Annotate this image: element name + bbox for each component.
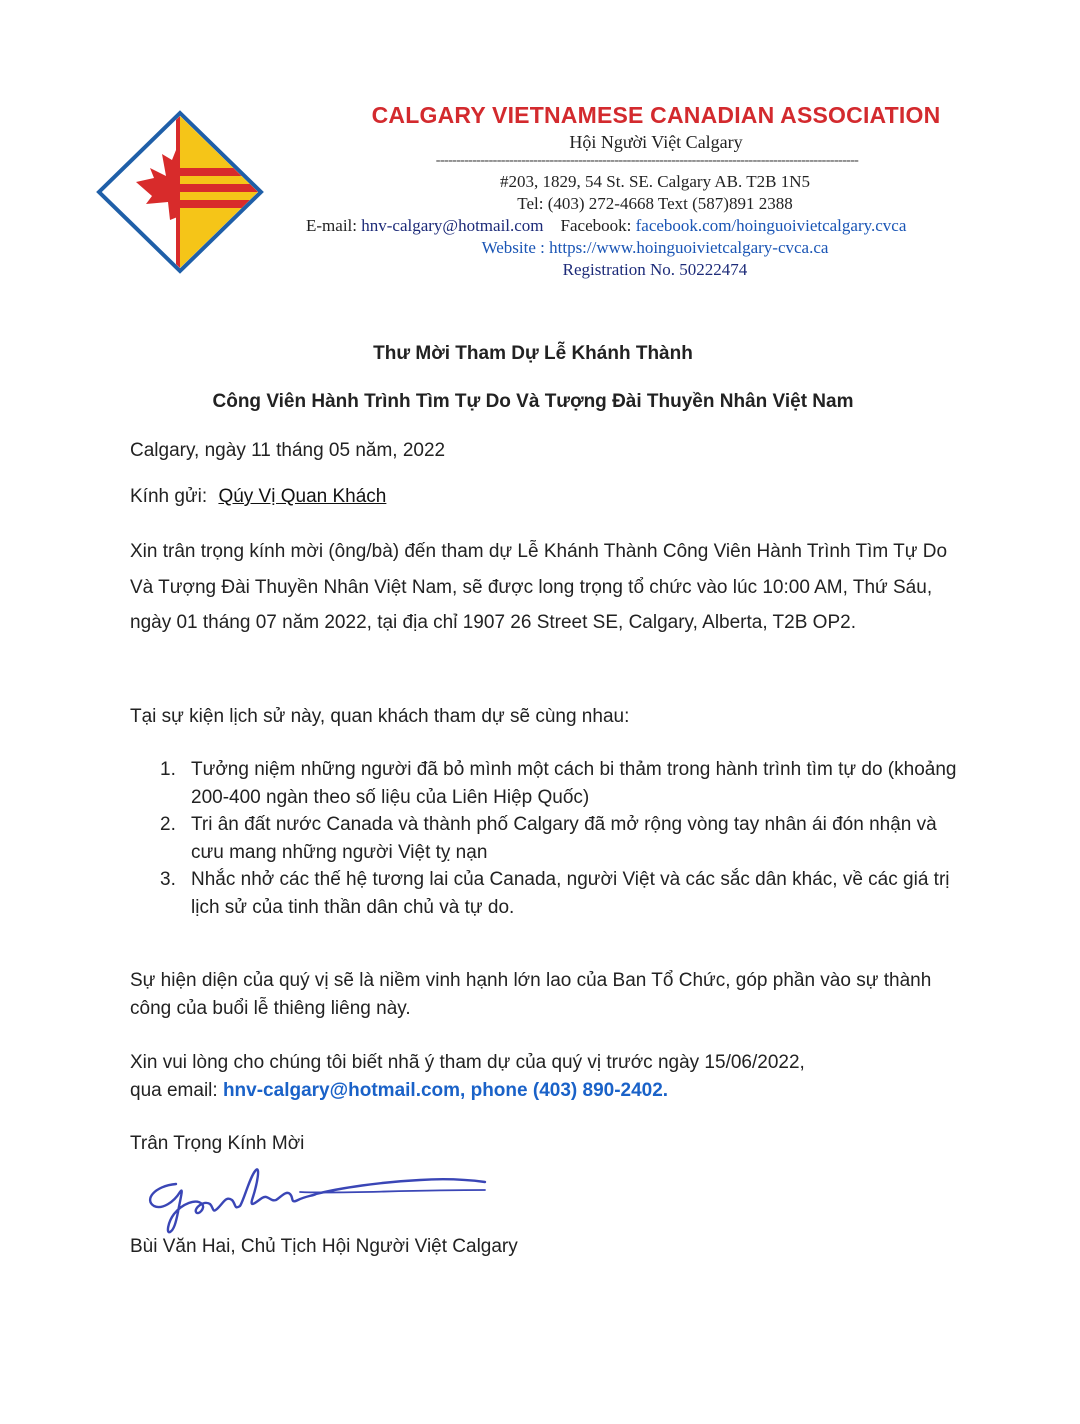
list-item [160,866,960,921]
letterhead [300,102,990,281]
telephone: Tel: (403) 272-4668 Text (587)891 2388 [517,194,793,213]
list-item [160,811,960,866]
salutation [130,486,386,508]
association-logo-icon [96,110,264,274]
salutation-label: Kính gửi: [130,486,208,507]
list-number: 2. [160,814,176,835]
rsvp-paragraph [130,1049,960,1105]
email-link[interactable]: hnv-calgary@hotmail.com [361,216,544,235]
website-link[interactable]: Website : https://www.hoinguoivietcalgary-cvca.ca [481,238,829,257]
salutation-name: Qúy Vị Quan Khách [218,486,387,507]
rsvp-contact-link[interactable]: hnv-calgary@hotmail.com, phone (403) 890-2402. [222,1080,669,1101]
registration-number: Registration No. 50222474 [562,260,748,279]
facebook-label: Facebook: [560,216,632,235]
rsvp-prefix: qua email: [130,1080,218,1101]
invitation-paragraph: Xin trân trọng kính mời (ông/bà) đến tham dự Lễ Khánh Thành Công Viên Hành Trình Tìm Tự Do Và Tượng Đài Thuyền Nhân Việt Nam, sẽ được long trọng tổ chức vào lúc 10:00 AM, Thứ Sáu, ngày 01 tháng 07 năm 2022, tại địa chỉ 1907 26 Street SE, Calgary, Alberta, T2B OP2. [130,541,948,633]
list-text: Nhắc nhở các thế hệ tương lai của Canada, người Việt và các sắc dân khác, về các giá trị lịch sử của tinh thần dân chủ và tự do. [191,869,950,918]
organization-name: CALGARY VIETNAMESE CANADIAN ASSOCIATION [371,102,941,128]
purpose-list [160,756,960,921]
address: #203, 1829, 54 St. SE. Calgary AB. T2B 1N5 [500,172,810,191]
intro-paragraph: Tại sự kiện lịch sử này, quan khách tham dự sẽ cùng nhau: [130,706,630,727]
letter-subtitle: Công Viên Hành Trình Tìm Tự Do Và Tượng Đài Thuyền Nhân Việt Nam [212,391,854,412]
presence-paragraph: Sự hiện diện của quý vị sẽ là niềm vinh hạnh lớn lao của Ban Tổ Chức, góp phần vào sự thành công của buổi lễ thiêng liêng này. [130,970,932,1019]
email-label: E-mail: [306,216,357,235]
list-number: 3. [160,869,176,890]
list-text: Tưởng niệm những người đã bỏ mình một cách bi thảm trong hành trình tìm tự do (khoảng 200-400 ngàn theo số liệu của Liên Hiệp Quốc) [191,759,957,808]
closing: Trân Trọng Kính Mời [130,1133,305,1154]
rsvp-contact-line [130,1077,960,1105]
letter-title: Thư Mời Tham Dự Lễ Khánh Thành [373,343,693,364]
signature-icon [140,1160,500,1236]
rsvp-line: Xin vui lòng cho chúng tôi biết nhã ý tham dự của quý vị trước ngày 15/06/2022, [130,1052,805,1073]
organization-name-vietnamese: Hội Người Việt Calgary [569,132,743,152]
letter-date: Calgary, ngày 11 tháng 05 năm, 2022 [130,440,446,461]
facebook-link[interactable]: facebook.com/hoinguoivietcalgary.cvca [635,216,907,235]
list-item [160,756,960,811]
contact-line [306,215,990,237]
header-divider: -------------------------------------------------------------------------------------------------------- [435,155,859,168]
signer-name: Bùi Văn Hai, Chủ Tịch Hội Người Việt Calgary [130,1236,518,1257]
list-text: Tri ân đất nước Canada và thành phố Calgary đã mở rộng vòng tay nhân ái đón nhận và cưu mang những người Việt tỵ nạn [191,814,937,863]
list-number: 1. [160,759,176,780]
